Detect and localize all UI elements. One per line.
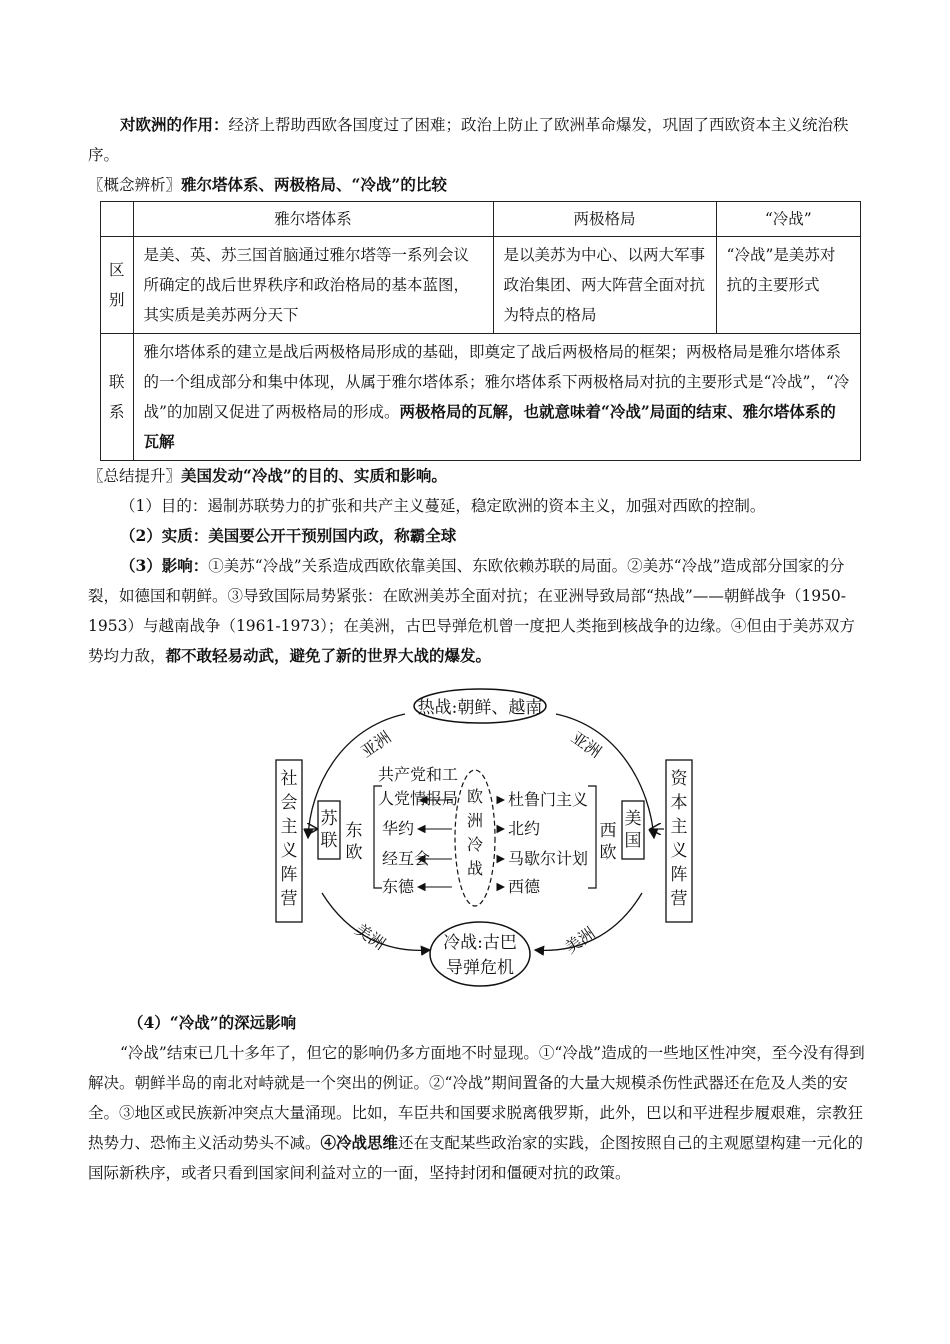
left-item: 共产党和工 xyxy=(378,765,459,784)
comparison-table xyxy=(100,201,861,461)
asia-left-label: 亚洲 xyxy=(357,727,395,762)
hot-war-label: 热战:朝鲜、越南 xyxy=(417,698,543,718)
concept-heading xyxy=(88,170,868,200)
right-item: 北约 xyxy=(508,819,541,838)
table-cell: “冷战”是美苏对抗的主要形式 xyxy=(716,237,860,334)
asia-right-label: 亚洲 xyxy=(567,727,605,762)
cuba-line1: 冷战:古巴 xyxy=(443,933,517,953)
concept-title: 雅尔塔体系、两极格局、“冷战”的比较 xyxy=(181,175,447,194)
table-header-row xyxy=(101,202,861,237)
right-item: 西德 xyxy=(508,877,541,896)
impact-text: ①美苏“冷战”关系造成西欧依靠美国、东欧依赖苏联的局面。②美苏“冷战”造成部分国家的分裂，如德国和朝鲜。③导致国际局势紧张：在欧洲美苏全面对抗；在亚洲导致局部“热战”——朝鲜战争（1950-1953）与越南战争（1961-1973）；在美洲，古巴导弹危机曾一度把人类拖到核战争的边缘。④但由于美苏双方势均力敌， xyxy=(88,557,855,665)
table-cell: 是美、英、苏三国首脑通过雅尔塔等一系列会议所确定的战后世界秩序和政治格局的基本蓝图，其实质是美苏两分天下 xyxy=(133,237,493,334)
europe-cold-war-label: 欧洲冷战 xyxy=(466,787,484,878)
intro-text: 经济上帮助西欧各国度过了困难；政治上防止了欧洲革命爆发，巩固了西欧资本主义统治秩序。 xyxy=(88,116,849,164)
intro-label: 对欧洲的作用： xyxy=(120,115,229,134)
summary-heading xyxy=(88,461,868,491)
left-item: 华约 xyxy=(382,819,415,838)
table-cell xyxy=(133,334,860,461)
row-label-connection: 联 系 xyxy=(101,334,134,461)
connection-bold: 两极格局的瓦解，也就意味着“冷战”局面的结束、雅尔塔体系的瓦解 xyxy=(143,402,836,451)
west-europe-label: 西欧 xyxy=(599,821,617,863)
capitalist-camp-label: 资本主义阵营 xyxy=(670,769,688,909)
section-4-title: （4）“冷战”的深远影响 xyxy=(128,1013,297,1032)
cuba-line2: 导弹危机 xyxy=(446,958,514,978)
summary-title: 美国发动“冷战”的目的、实质和影响。 xyxy=(181,466,447,485)
table-cell: 是以美苏为中心、以两大军事政治集团、两大阵营全面对抗为特点的格局 xyxy=(493,237,716,334)
impact-bold: 都不敢轻易动武，避免了新的世界大战的爆发。 xyxy=(165,646,492,665)
right-item: 杜鲁门主义 xyxy=(508,790,589,809)
socialist-camp-label: 社会主义阵营 xyxy=(280,769,298,909)
summary-essence: （2）实质：美国要公开干预别国内政，称霸全球 xyxy=(120,526,457,545)
left-item: 东德 xyxy=(382,877,415,896)
table-header: “冷战” xyxy=(716,202,860,237)
section-4-rest: 还在支配某些政治家的实践，企图按照自己的主观愿望构建一元化的国际新秩序，或者只看到国家间利益对立的一面，坚持封闭和僵硬对抗的政策。 xyxy=(88,1134,864,1182)
table-header: 两极格局 xyxy=(493,202,716,237)
ussr-label: 苏联 xyxy=(320,809,338,851)
left-item: 经互会 xyxy=(382,849,431,868)
left-item: 人党情报局 xyxy=(378,789,459,808)
section-4 xyxy=(88,1008,868,1188)
document-body xyxy=(88,110,868,671)
west-bracket xyxy=(588,786,596,888)
concept-bracket: 〖概念辨析〗 xyxy=(88,176,182,194)
table-corner-cell xyxy=(101,202,134,237)
east-europe-label: 东欧 xyxy=(345,821,363,863)
diagram-svg xyxy=(270,688,700,1010)
summary-impact xyxy=(88,551,868,671)
row-label-difference: 区 别 xyxy=(101,237,134,334)
intro-paragraph xyxy=(88,110,868,170)
summary-purpose: （1）目的：遏制苏联势力的扩张和共产主义蔓延，稳定欧洲的资本主义，加强对西欧的控制。 xyxy=(120,497,766,515)
table-row xyxy=(101,334,861,461)
table-row xyxy=(101,237,861,334)
section-4-paragraph xyxy=(88,1038,868,1188)
table-header: 雅尔塔体系 xyxy=(133,202,493,237)
summary-bracket: 〖总结提升〗 xyxy=(88,467,182,485)
impact-label: （3）影响： xyxy=(120,556,209,575)
connection-text: 雅尔塔体系的建立是战后两极格局形成的基础，即奠定了战后两极格局的框架；两极格局是雅尔塔体系的一个组成部分和集中体现，从属于雅尔塔体系；雅尔塔体系下两极格局对抗的主要形式是“冷战”，“冷战”的加剧又促进了两极格局的形成。 xyxy=(143,343,850,421)
right-item: 马歇尔计划 xyxy=(508,849,589,868)
cold-war-diagram xyxy=(270,688,700,1010)
usa-label: 美国 xyxy=(624,809,642,851)
section-4-text: “冷战”结束已几十多年了，但它的影响仍多方面地不时显现。①“冷战”造成的一些地区性冲突，至今没有得到解决。朝鲜半岛的南北对峙就是一个突出的例证。②“冷战”期间置备的大量大规模杀伤性武器还在危及人类的安全。③地区或民族新冲突点大量涌现。比如，车臣共和国要求脱离俄罗斯，此外，巴以和平进程步履艰难，宗教狂热势力、恐怖主义活动势头不减。 xyxy=(88,1044,865,1152)
america-right-label: 美洲 xyxy=(561,923,599,958)
section-4-bold: ④冷战思维 xyxy=(320,1133,399,1152)
america-left-label: 美洲 xyxy=(351,919,389,954)
